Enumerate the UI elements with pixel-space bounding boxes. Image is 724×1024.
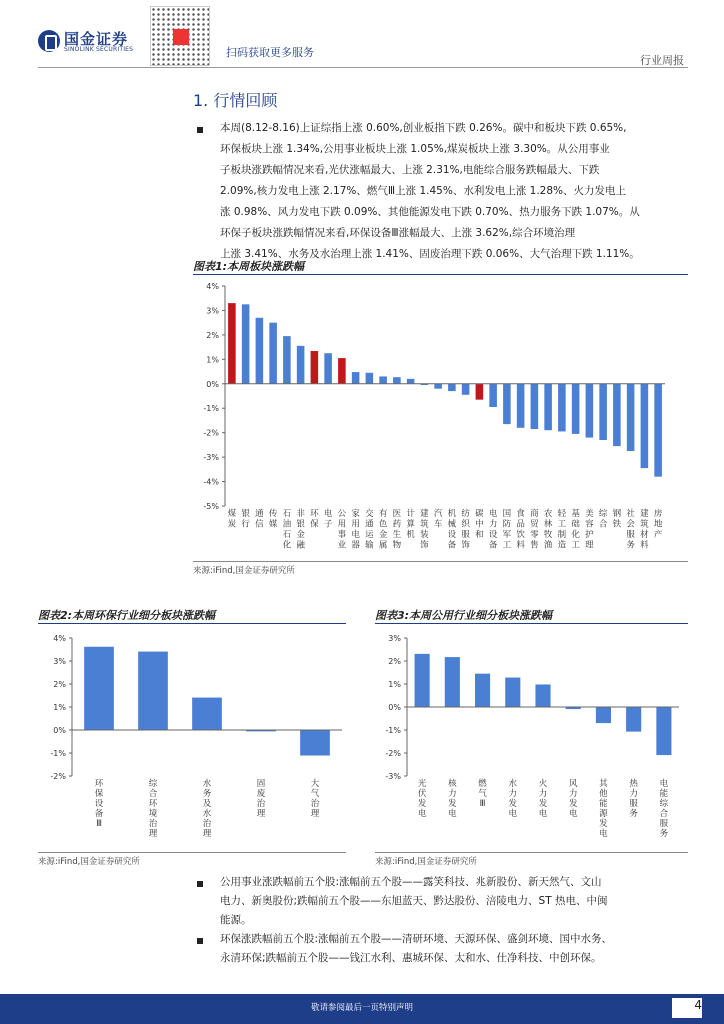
bar-通信: [256, 318, 264, 384]
x-label-char: 电: [488, 509, 498, 519]
bullet-icon: [197, 127, 203, 133]
figure2-source: 来源:iFind,国金证券研究所: [38, 857, 140, 867]
y-tick-label: -4%: [203, 477, 219, 487]
bar-基础化工: [572, 384, 580, 434]
x-label-char: 电: [417, 809, 427, 819]
x-label-char: 碳: [475, 509, 484, 519]
x-label-char: 制: [557, 530, 567, 540]
x-label-char: 热: [629, 779, 638, 789]
section-title: 1. 行情回顾: [193, 91, 278, 110]
figure3-source: 来源:iFind,国金证券研究所: [375, 857, 477, 867]
paragraph-env-stocks: [220, 930, 612, 968]
x-label-char: 电: [659, 779, 669, 789]
y-tick-label: 3%: [206, 306, 219, 316]
x-label-char: 食: [516, 509, 525, 519]
x-label-char: 石: [282, 530, 292, 540]
x-label-char: 发: [538, 799, 548, 809]
y-tick-label: -3%: [203, 453, 219, 463]
x-label-char: 装: [420, 530, 429, 540]
x-label-char: 造: [557, 540, 567, 551]
figure1-bottom-rule: [193, 561, 688, 562]
bar-传媒: [269, 323, 277, 384]
x-label-char: 零: [530, 530, 539, 540]
x-label-char: 通: [255, 509, 264, 519]
bullet-icon: [197, 881, 203, 887]
paragraph-utility-stocks: [220, 873, 607, 930]
bar-大气治理: [300, 730, 330, 756]
figure2-bottom-rule: [38, 852, 346, 853]
x-label-char: 银: [296, 519, 305, 530]
figure1-title: 图表1:本周板块涨跌幅: [193, 260, 305, 273]
x-label-char: 料: [516, 540, 525, 551]
y-tick-label: 1%: [388, 680, 401, 689]
x-label-char: 电: [448, 809, 457, 819]
para-line: 上涨 3.41%、水务及水治理上涨 1.41%、固废治理下跌 0.06%、大气治理下跌 1.11%。: [220, 248, 640, 260]
bar-轻工制造: [558, 384, 566, 432]
bar-燃气Ⅲ: [475, 674, 490, 707]
y-tick-label: 2%: [206, 330, 219, 340]
bar-其他能源发电: [596, 707, 611, 723]
x-label-char: 备: [488, 540, 498, 551]
bar-房地产: [654, 384, 662, 477]
x-label-char: 织: [461, 519, 470, 530]
x-label-char: 子: [323, 519, 333, 530]
x-label-char: Ⅲ: [96, 819, 102, 829]
bar-计算机: [407, 379, 415, 384]
x-label-char: 合: [598, 519, 608, 530]
bar-电子: [324, 353, 332, 384]
y-tick-label: 0%: [206, 379, 219, 389]
x-label-char: 运: [365, 530, 374, 540]
x-label-char: 计: [406, 509, 415, 519]
x-label-char: 治: [202, 819, 212, 829]
x-label-char: 社: [626, 509, 635, 519]
scan-prompt: 扫码获取更多服务: [226, 46, 314, 59]
x-label-char: 务: [202, 789, 212, 799]
x-label-char: 能: [599, 799, 608, 809]
x-label-char: 发: [568, 799, 578, 809]
bar-综合: [599, 384, 607, 440]
x-label-char: 渔: [543, 540, 553, 551]
x-label-char: 饮: [516, 530, 525, 540]
x-label-char: 合: [148, 789, 158, 799]
y-tick-label: -2%: [203, 428, 219, 438]
x-label-char: 汽: [433, 509, 443, 519]
x-label-char: 发: [599, 819, 608, 829]
x-label-char: 药: [392, 519, 402, 530]
x-label-char: 其: [599, 779, 608, 789]
x-label-char: 力: [568, 789, 578, 799]
para-line: 永清环保;跌幅前五个股——钱江水利、惠城环保、太和水、仕净科技、中创环保。: [220, 952, 602, 964]
x-label-char: 治: [256, 799, 266, 809]
x-label-char: 合: [659, 809, 669, 819]
bar-水务及水治理: [192, 698, 222, 730]
x-label-char: 服: [659, 819, 669, 829]
x-label-char: 务: [659, 829, 669, 839]
x-label-char: 火: [538, 779, 548, 789]
x-label-char: 力: [508, 789, 518, 799]
x-label-char: 用: [337, 519, 347, 530]
figure2-top-rule: [38, 623, 346, 624]
x-label-char: 环: [94, 779, 104, 789]
bar-综合环境治理: [138, 652, 168, 730]
x-label-char: 固: [256, 779, 266, 789]
x-label-char: 发: [448, 799, 457, 809]
x-label-char: 信: [255, 519, 264, 530]
doc-type-label: 行业周报: [640, 54, 684, 67]
x-label-char: 综: [659, 799, 669, 809]
y-tick-label: 4%: [53, 634, 66, 643]
x-label-char: 工: [557, 519, 567, 530]
para-line: 环保子板块涨跌幅情况来看,环保设备Ⅲ涨幅最大、上涨 3.62%,综合环境治理: [220, 227, 576, 239]
x-label-char: 伏: [417, 789, 427, 799]
x-label-char: 油: [282, 519, 292, 530]
x-label-char: 色: [378, 519, 388, 530]
x-label-char: 械: [447, 519, 457, 530]
x-label-char: 理: [310, 809, 320, 819]
x-label-char: 媒: [268, 519, 278, 530]
y-tick-label: 4%: [206, 282, 219, 291]
x-label-char: 电: [538, 809, 548, 819]
x-label-char: 炭: [227, 519, 237, 530]
x-label-char: 业: [337, 540, 347, 551]
x-label-char: 轻: [557, 509, 567, 519]
x-label-char: 电: [568, 809, 578, 819]
x-label-char: 他: [599, 789, 608, 799]
para-line: 环保涨跌幅前五个股:涨幅前五个股——清研环境、天源环保、盛剑环境、国中水务、: [220, 933, 613, 945]
x-label-char: 车: [433, 519, 443, 530]
qr-code-icon[interactable]: [150, 6, 210, 66]
y-tick-label: -5%: [203, 502, 219, 511]
x-label-char: 林: [543, 519, 553, 530]
para-line: 本周(8.12-8.16)上证综指上涨 0.60%,创业板指下跌 0.26%。碳中和板块下跌 0.65%,: [220, 122, 627, 134]
footer-disclaimer[interactable]: 敬请参阅最后一页特别声明: [310, 1003, 413, 1013]
x-label-char: 化: [571, 530, 580, 540]
bar-银行: [242, 304, 250, 383]
x-label-char: 服: [626, 530, 635, 540]
x-label-char: 发: [417, 799, 427, 809]
x-label-char: 金: [296, 530, 305, 540]
x-label-char: 属: [378, 540, 388, 551]
x-label-char: 理: [148, 829, 158, 839]
x-label-char: 器: [351, 540, 360, 551]
figure2-title: 图表2:本周环保行业细分板块涨跌幅: [38, 609, 216, 622]
x-label-char: 护: [585, 530, 594, 540]
x-label-char: 有: [378, 509, 388, 519]
bar-核力发电: [445, 657, 460, 707]
x-label-char: 饰: [461, 540, 470, 551]
x-label-char: 气: [478, 789, 487, 799]
x-label-char: 非: [296, 509, 305, 519]
x-label-char: 美: [585, 509, 594, 519]
x-label-char: 中: [475, 519, 484, 530]
x-label-char: 综: [598, 509, 608, 519]
y-tick-label: -2%: [385, 749, 401, 758]
figure3-bottom-rule: [375, 852, 688, 853]
x-label-char: 容: [585, 519, 594, 530]
bar-环保: [311, 351, 319, 384]
x-label-char: 煤: [227, 509, 237, 519]
x-label-char: 和: [475, 530, 484, 540]
x-label-char: 料: [640, 540, 649, 551]
y-tick-label: -1%: [203, 404, 219, 414]
y-tick-label: 1%: [53, 703, 66, 712]
x-label-char: 贸: [530, 519, 539, 530]
x-label-char: 电: [508, 809, 518, 819]
x-label-char: 备: [94, 809, 104, 819]
bar-医药生物: [393, 377, 401, 384]
x-label-char: 医: [392, 509, 402, 519]
bar-光伏发电: [415, 654, 430, 707]
para-line: 能源。: [220, 914, 252, 926]
bar-非银金融: [297, 346, 305, 384]
x-label-char: 行: [241, 519, 250, 530]
x-label-char: 水: [202, 809, 212, 819]
x-label-char: 工: [571, 540, 580, 551]
x-label-char: 电: [323, 509, 333, 519]
bar-石油石化: [283, 336, 291, 384]
bar-美容护理: [586, 384, 594, 438]
x-label-char: 服: [461, 530, 470, 540]
x-label-char: 治: [310, 799, 320, 809]
x-label-char: 钢: [612, 509, 622, 519]
x-label-char: 务: [629, 809, 638, 819]
x-label-char: 铁: [612, 519, 622, 530]
bar-电能综合服务: [656, 707, 671, 755]
bar-水力发电: [505, 678, 520, 707]
page-number: 4: [672, 998, 702, 1018]
x-label-char: 机: [447, 509, 457, 519]
x-label-char: 商: [530, 509, 539, 519]
y-tick-label: 0%: [388, 703, 401, 712]
x-label-char: 牧: [543, 530, 553, 540]
figure3-chart: [375, 626, 688, 850]
x-label-char: 生: [392, 530, 402, 540]
bar-机械设备: [448, 384, 456, 391]
figure1-source: 来源:iFind,国金证券研究所: [193, 566, 295, 576]
x-label-char: 水: [508, 779, 518, 789]
logo-text-cn: 国金证券: [64, 30, 129, 48]
x-label-char: 家: [351, 509, 360, 519]
bar-煤炭: [228, 303, 236, 384]
y-tick-label: 3%: [53, 657, 66, 666]
x-label-char: 基: [571, 509, 580, 519]
x-label-char: 核: [448, 779, 457, 789]
x-label-char: 融: [296, 540, 305, 551]
paragraph-market-review: [220, 118, 640, 265]
x-label-char: 力: [488, 519, 498, 530]
x-label-char: 环: [148, 799, 158, 809]
figure2-chart: [38, 626, 346, 850]
bar-火力发电: [535, 684, 550, 707]
bar-农林牧渔: [544, 384, 552, 430]
x-label-char: 品: [516, 519, 525, 530]
x-label-char: 银: [241, 509, 250, 519]
y-tick-label: -2%: [50, 772, 66, 781]
x-label-char: 能: [659, 789, 669, 799]
para-line: 电力、新奥股份;跌幅前五个股——东旭蓝天、黔达股份、涪陵电力、ST 热电、中闽: [220, 895, 608, 907]
bar-汽车: [434, 384, 442, 389]
y-tick-label: 2%: [53, 680, 66, 689]
y-tick-label: -1%: [385, 726, 401, 735]
x-label-char: 房: [653, 509, 663, 519]
logo-mark-icon: [38, 30, 60, 52]
bar-环保设备Ⅲ: [84, 647, 114, 730]
x-label-char: 筑: [640, 519, 649, 530]
x-label-char: 传: [268, 509, 278, 519]
company-logo: [38, 28, 168, 56]
x-label-char: 气: [310, 789, 320, 799]
header-divider: [38, 67, 688, 68]
x-label-char: 筑: [420, 519, 429, 530]
logo-text-en: SINOLINK SECURITIES: [64, 46, 134, 53]
bullet-icon: [197, 938, 203, 944]
x-label-char: 保: [310, 519, 319, 530]
para-line: 公用事业涨跌幅前五个股:涨幅前五个股——露笑科技、兆新股份、新天然气、文山: [220, 876, 602, 888]
x-label-char: 输: [365, 540, 374, 551]
para-line: 环保板块上涨 1.34%,公用事业板块上涨 1.05%,煤炭板块上涨 3.30%。从公用事业: [220, 143, 610, 155]
y-tick-label: -1%: [50, 749, 66, 758]
bar-交通运输: [366, 373, 374, 384]
x-label-char: 理: [202, 829, 212, 839]
x-label-char: 设: [447, 530, 457, 540]
x-label-char: 防: [502, 519, 512, 530]
x-label-char: 础: [571, 519, 580, 530]
x-label-char: 国: [502, 509, 512, 519]
x-label-char: 保: [94, 789, 104, 799]
y-tick-label: 3%: [388, 634, 401, 643]
x-label-char: 军: [502, 530, 512, 540]
bar-钢铁: [613, 384, 621, 446]
bar-电力设备: [489, 384, 497, 407]
x-label-char: 会: [626, 519, 635, 530]
para-line: 涨 0.98%、风力发电下跌 0.09%、其他能源发电下跌 0.70%、热力服务下跌 1.07%。从: [220, 206, 640, 218]
x-label-char: 用: [351, 519, 360, 530]
x-label-char: 地: [653, 519, 663, 530]
figure1-top-rule: [193, 274, 688, 275]
figure3-top-rule: [375, 623, 688, 624]
x-label-char: 综: [148, 779, 158, 789]
x-label-char: 建: [640, 509, 649, 519]
x-label-char: 发: [508, 799, 518, 809]
bar-家用电器: [352, 372, 360, 384]
bar-纺织服饰: [462, 384, 470, 395]
x-label-char: 机: [406, 530, 415, 540]
bar-建筑材料: [641, 384, 649, 468]
x-label-char: 纺: [461, 509, 470, 519]
para-line: 2.09%,核力发电上涨 2.17%、燃气Ⅲ上涨 1.45%、水利发电上涨 1.28%、火力发电上: [220, 185, 627, 197]
x-label-char: 及: [202, 799, 212, 809]
para-line: 子板块涨跌幅情况来看,光伏涨幅最大、上涨 2.31%,电能综合服务跌幅最大、下跌: [220, 164, 600, 176]
bar-社会服务: [627, 384, 635, 451]
x-label-char: 产: [653, 530, 663, 540]
bar-有色金属: [379, 376, 387, 383]
x-label-char: 交: [365, 509, 374, 519]
x-label-char: 备: [447, 540, 457, 551]
x-label-char: 理: [585, 540, 594, 551]
x-label-char: 燃: [478, 779, 487, 789]
x-label-char: 化: [282, 540, 292, 551]
x-label-char: 理: [256, 809, 266, 819]
bar-热力服务: [626, 707, 641, 732]
x-label-char: 材: [640, 530, 649, 540]
y-tick-label: 1%: [206, 355, 219, 365]
y-tick-label: 2%: [388, 657, 401, 666]
x-label-char: 大: [310, 779, 320, 789]
x-label-char: 水: [202, 779, 212, 789]
x-label-char: 售: [530, 540, 539, 551]
bar-公用事业: [338, 358, 346, 384]
x-label-char: 境: [148, 809, 158, 819]
x-label-char: 设: [94, 799, 104, 809]
x-label-char: 公: [337, 509, 347, 519]
x-label-char: 务: [626, 540, 635, 551]
x-label-char: 设: [488, 530, 498, 540]
x-label-char: 通: [365, 519, 374, 530]
x-label-char: Ⅲ: [479, 799, 486, 809]
x-label-char: 废: [256, 789, 266, 799]
bar-食品饮料: [517, 384, 525, 428]
x-label-char: 力: [629, 789, 638, 799]
x-label-char: 建: [420, 509, 429, 519]
bar-碳中和: [476, 384, 484, 400]
bar-国防军工: [503, 384, 511, 424]
x-label-char: 光: [417, 779, 427, 789]
y-tick-label: -3%: [385, 772, 401, 781]
x-label-char: 源: [599, 809, 608, 819]
bar-商贸零售: [531, 384, 539, 429]
x-label-char: 工: [502, 540, 512, 551]
y-tick-label: 0%: [53, 726, 66, 735]
figure3-title: 图表3:本周公用行业细分板块涨跌幅: [375, 609, 553, 622]
x-label-char: 环: [310, 509, 319, 519]
x-label-char: 服: [629, 799, 638, 809]
x-label-char: 治: [148, 819, 158, 829]
x-label-char: 事: [337, 530, 347, 540]
x-label-char: 农: [543, 509, 553, 519]
x-label-char: 力: [448, 789, 457, 799]
x-label-char: 电: [599, 829, 608, 839]
x-label-char: 电: [351, 530, 360, 540]
x-label-char: 风: [568, 779, 578, 789]
x-label-char: 饰: [420, 540, 429, 551]
figure1-chart: [193, 278, 688, 560]
x-label-char: 算: [406, 519, 415, 530]
x-label-char: 力: [538, 789, 548, 799]
x-label-char: 金: [378, 530, 388, 540]
x-label-char: 物: [392, 540, 402, 551]
x-label-char: 石: [282, 509, 292, 519]
